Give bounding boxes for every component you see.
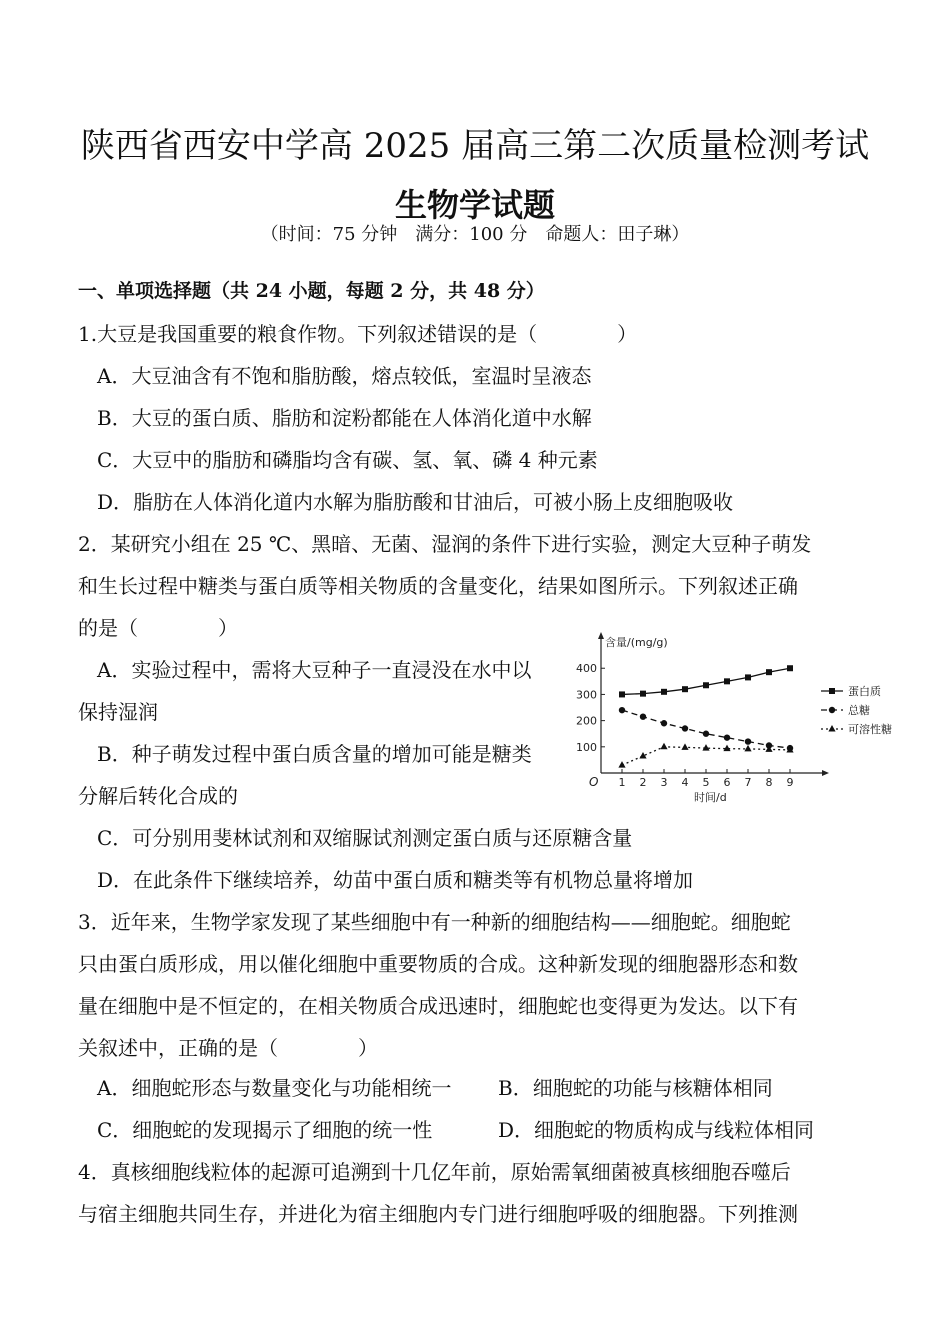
series-line-0 xyxy=(622,668,790,694)
q2-option-c: C．可分别用斐林试剂和双缩脲试剂测定蛋白质与还原糖含量 xyxy=(97,826,633,850)
section-heading: 一、单项选择题（共 24 小题，每题 2 分，共 48 分） xyxy=(78,280,545,302)
x-tick-label: 2 xyxy=(639,776,647,789)
legend-marker-0 xyxy=(829,688,835,694)
q2-stem-line1: 2．某研究小组在 25 ℃、黑暗、无菌、湿润的条件下进行实验，测定大豆种子萌发 xyxy=(78,532,812,556)
data-point xyxy=(724,734,730,740)
q2-stem-line2: 和生长过程中糖类与蛋白质等相关物质的含量变化，结果如图所示。下列叙述正确 xyxy=(78,574,798,598)
x-tick-label: 9 xyxy=(786,776,794,789)
data-point xyxy=(661,689,667,695)
data-point xyxy=(619,707,625,713)
q3-option-a: A．细胞蛇形态与数量变化与功能相统一 xyxy=(97,1076,452,1100)
q2-option-b: B．种子萌发过程中蛋白质含量的增加可能是糖类 xyxy=(97,742,532,766)
q1-stem: 1.大豆是我国重要的粮食作物。下列叙述错误的是（ ） xyxy=(78,322,638,346)
x-tick-label: 7 xyxy=(744,776,752,789)
data-point xyxy=(723,745,730,752)
x-axis-label: 时间/d xyxy=(694,791,727,804)
q3-stem-line1: 3．近年来，生物学家发现了某些细胞中有一种新的细胞结构——细胞蛇。细胞蛇 xyxy=(78,910,791,934)
y-tick-label: 300 xyxy=(576,688,597,702)
data-point xyxy=(724,678,730,684)
data-point xyxy=(745,674,751,680)
x-axis-arrow xyxy=(822,770,829,776)
data-point xyxy=(682,686,688,692)
q3-stem-line4: 关叙述中，正确的是（ ） xyxy=(78,1036,378,1060)
legend-marker-1 xyxy=(829,707,835,713)
origin-label: O xyxy=(589,775,599,789)
q2-option-b-cont: 分解后转化合成的 xyxy=(78,784,238,808)
q4-stem-line1: 4．真核细胞线粒体的起源可追溯到十几亿年前，原始需氧细菌被真核细胞吞噬后 xyxy=(78,1160,791,1184)
q3-option-d: D．细胞蛇的物质构成与线粒体相同 xyxy=(498,1118,815,1142)
subject-title: 生物学试题 xyxy=(394,186,555,224)
data-point xyxy=(744,745,751,752)
q1-option-b: B．大豆的蛋白质、脂肪和淀粉都能在人体消化道中水解 xyxy=(97,406,592,430)
data-point xyxy=(787,665,793,671)
q1-option-d: D．脂肪在人体消化道内水解为脂肪酸和甘油后，可被小肠上皮细胞吸收 xyxy=(97,490,734,514)
data-point xyxy=(640,713,646,719)
y-tick-label: 400 xyxy=(576,662,597,676)
exam-title: 陕西省西安中学高 2025 届高三第二次质量检测考试 xyxy=(80,126,870,166)
q1-option-c: C．大豆中的脂肪和磷脂均含有碳、氢、氧、磷 4 种元素 xyxy=(97,448,598,472)
x-tick-label: 1 xyxy=(618,776,626,789)
data-point xyxy=(640,691,646,697)
q3-option-b: B．细胞蛇的功能与核糖体相同 xyxy=(498,1076,773,1100)
data-point xyxy=(661,720,667,726)
q2-option-d: D．在此条件下继续培养，幼苗中蛋白质和糖类等有机物总量将增加 xyxy=(97,868,694,892)
data-point xyxy=(618,761,625,768)
data-point xyxy=(702,744,709,751)
q2-option-a: A．实验过程中，需将大豆种子一直浸没在水中以 xyxy=(97,658,532,682)
substance-content-chart xyxy=(575,630,905,805)
legend-label-1: 总糖 xyxy=(848,704,870,717)
data-point xyxy=(766,669,772,675)
data-point xyxy=(703,682,709,688)
q1-option-a: A．大豆油含有不饱和脂肪酸，熔点较低，室温时呈液态 xyxy=(97,364,592,388)
q2-stem-line3: 的是（ ） xyxy=(78,616,238,640)
y-tick-label: 200 xyxy=(576,714,597,728)
data-point xyxy=(681,743,688,750)
x-tick-label: 8 xyxy=(765,776,773,789)
legend-label-0: 蛋白质 xyxy=(848,685,881,698)
q3-option-c: C．细胞蛇的发现揭示了细胞的统一性 xyxy=(97,1118,433,1142)
data-point xyxy=(682,725,688,731)
q3-stem-line3: 量在细胞中是不恒定的，在相关物质合成迅速时，细胞蛇也变得更为发达。以下有 xyxy=(78,994,798,1018)
q4-stem-line2: 与宿主细胞共同生存，并进化为宿主细胞内专门进行细胞呼吸的细胞器。下列推测 xyxy=(78,1202,798,1226)
data-point xyxy=(660,743,667,750)
legend-marker-2 xyxy=(828,725,835,732)
x-tick-label: 4 xyxy=(681,776,689,789)
legend-label-2: 可溶性糖 xyxy=(848,723,892,736)
x-tick-label: 5 xyxy=(702,776,710,789)
q2-option-a-cont: 保持湿润 xyxy=(78,700,158,724)
y-axis-arrow xyxy=(598,632,604,639)
data-point xyxy=(703,731,709,737)
y-axis-label: 含量/(mg/g) xyxy=(605,636,668,649)
data-point xyxy=(619,691,625,697)
q3-stem-line2: 只由蛋白质形成，用以催化细胞中重要物质的合成。这种新发现的细胞器形态和数 xyxy=(78,952,798,976)
x-tick-label: 3 xyxy=(660,776,668,789)
series-line-1 xyxy=(622,710,790,748)
exam-meta: （时间：75 分钟 满分：100 分 命题人：田子琳） xyxy=(260,224,690,245)
data-point xyxy=(745,738,751,744)
y-tick-label: 100 xyxy=(576,740,597,754)
x-tick-label: 6 xyxy=(723,776,731,789)
